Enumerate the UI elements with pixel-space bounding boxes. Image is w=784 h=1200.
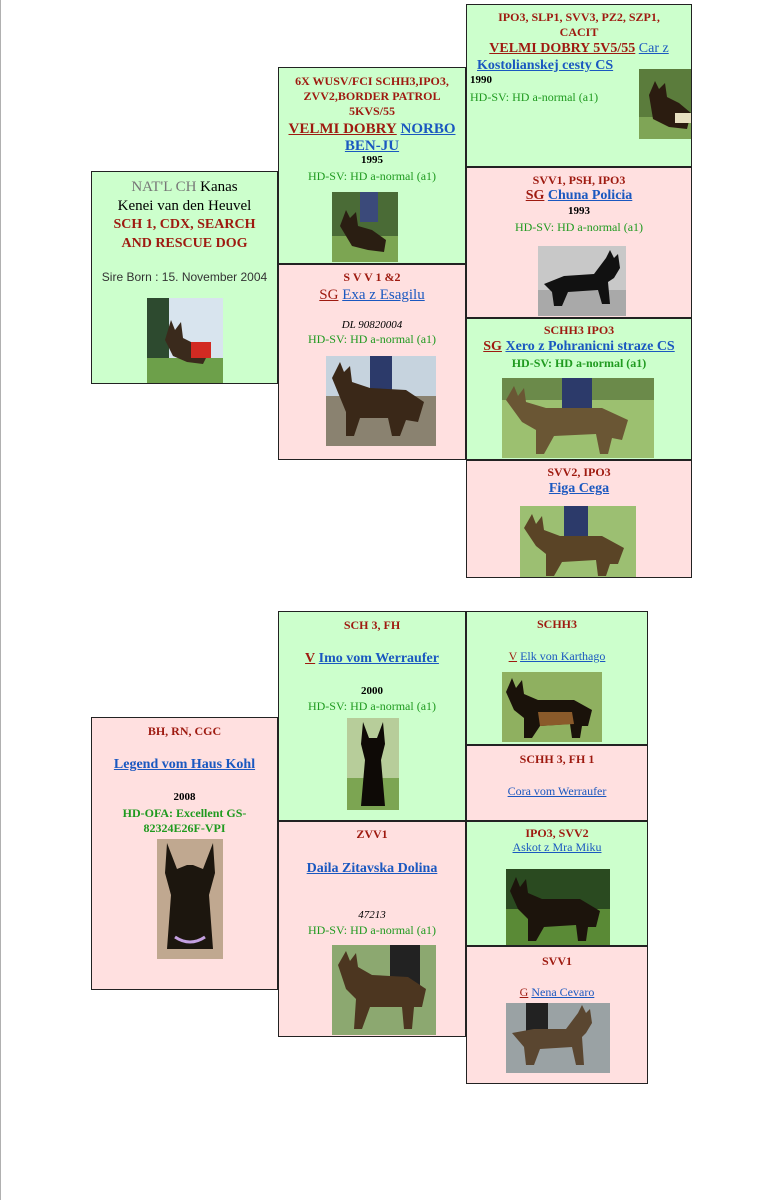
sire-father-hd: HD-SV: HD a-normal (a1) — [307, 169, 437, 183]
sire-pgm-hd: HD-SV: HD a-normal (a1) — [514, 220, 644, 234]
dam-father-name[interactable]: V Imo vom Werraufer — [305, 651, 439, 666]
dam-main-titles: BH, RN, CGC — [147, 724, 222, 738]
dam-pgm-titles: SCHH 3, FH 1 — [519, 752, 595, 766]
dam-mother-name[interactable]: Daila Zitavska Dolina — [306, 861, 438, 876]
dam-mgm-titles: SVV1 — [541, 954, 572, 968]
sire-pgf-titles-line1: IPO3, SLP1, SVV3, PZ2, SZP1, — [498, 10, 660, 24]
sire-pgf-name-line1[interactable]: VELMI DOBRY 5V5/55 Car z — [489, 41, 669, 56]
dam-main-ofa-line2: 82324E26F-VPI — [143, 821, 226, 835]
sire-main-card — [91, 171, 278, 384]
dam-father-card — [278, 611, 466, 821]
dam-mgf-name[interactable]: Askot z Mra Miku — [512, 840, 602, 854]
sire-mother-titles: S V V 1 &2 — [343, 270, 401, 284]
sire-mother-card — [278, 264, 466, 460]
sire-pgm-year: 1993 — [568, 205, 590, 217]
sire-mgf-titles: SCHH3 IPO3 — [543, 323, 615, 337]
dog-photo — [502, 378, 654, 458]
dam-pgf-name[interactable]: V Elk von Karthago — [508, 649, 606, 663]
sire-main-name-line2: Kenei van den Heuvel — [117, 198, 252, 214]
dog-photo — [538, 246, 626, 316]
sire-maternal-grandmother-card — [466, 460, 692, 578]
dam-father-year: 2000 — [361, 685, 383, 697]
dam-main-ofa-line1: HD-OFA: Excellent GS- — [122, 806, 247, 820]
dog-photo — [157, 839, 223, 959]
dog-photo — [520, 506, 636, 578]
dam-maternal-grandmother-card — [466, 946, 648, 1084]
sire-pgm-name[interactable]: SG Chuna Policia — [525, 188, 633, 203]
dog-photo — [502, 672, 602, 742]
sire-pgf-name-line2[interactable]: Kostolianskej cesty CS — [477, 58, 614, 73]
sire-pgm-titles: SVV1, PSH, IPO3 — [532, 173, 626, 187]
dog-photo — [326, 356, 436, 446]
dam-main-year: 2008 — [173, 791, 196, 803]
dam-father-hd: HD-SV: HD a-normal (a1) — [307, 699, 437, 713]
dog-photo — [347, 718, 399, 810]
sire-father-titles-line2: ZVV2,BORDER PATROL — [303, 89, 441, 103]
dam-pgf-titles: SCHH3 — [536, 617, 577, 631]
sire-father-year: 1995 — [361, 154, 383, 166]
dam-pgm-name[interactable]: Cora vom Werraufer — [507, 784, 607, 798]
dam-mother-card — [278, 821, 466, 1037]
sire-pgf-titles-line2: CACIT — [559, 25, 599, 39]
sire-mother-reg: DL 90820004 — [341, 319, 403, 331]
dog-photo — [332, 192, 398, 262]
sire-paternal-grandfather-card — [466, 4, 692, 167]
sire-mgm-name[interactable]: Figa Cega — [548, 481, 610, 496]
dam-main-card — [91, 717, 278, 990]
dog-photo — [506, 869, 610, 945]
dam-mother-reg: 47213 — [358, 909, 386, 921]
dam-mgm-name[interactable]: G Nena Cevaro — [519, 985, 595, 999]
sire-main-titles-line1: SCH 1, CDX, SEARCH — [113, 217, 256, 232]
sire-father-name-line2[interactable]: BEN-JU — [344, 138, 400, 154]
sire-main-born: Sire Born : 15. November 2004 — [101, 270, 268, 284]
sire-father-titles-line3: 5KVS/55 — [348, 104, 395, 118]
dam-maternal-grandfather-card — [466, 821, 648, 946]
sire-mother-hd: HD-SV: HD a-normal (a1) — [307, 332, 437, 346]
sire-main-name-line1: NAT'L CH Kanas — [131, 179, 238, 195]
sire-paternal-grandmother-card — [466, 167, 692, 318]
dam-father-titles: SCH 3, FH — [343, 618, 401, 632]
sire-main-titles-line2: AND RESCUE DOG — [121, 236, 248, 251]
dam-main-name[interactable]: Legend vom Haus Kohl — [113, 757, 256, 772]
dam-paternal-grandfather-card — [466, 611, 648, 745]
sire-father-titles-line1: 6X WUSV/FCI SCHH3,IPO3, — [295, 74, 449, 88]
sire-mgf-name[interactable]: SG Xero z Pohranicni straze CS — [483, 339, 675, 354]
dam-paternal-grandmother-card — [466, 745, 648, 821]
dog-photo — [332, 945, 436, 1035]
sire-father-card — [278, 67, 466, 264]
dam-mother-titles: ZVV1 — [356, 827, 388, 841]
sire-pgf-hd: HD-SV: HD a-normal (a1) — [470, 90, 599, 104]
sire-mgf-hd: HD-SV: HD a-normal (a1) — [511, 356, 647, 370]
sire-maternal-grandfather-card — [466, 318, 692, 460]
dam-mgf-titles: IPO3, SVV2 — [525, 826, 589, 840]
dog-photo — [506, 1003, 610, 1073]
dog-photo — [639, 69, 692, 139]
sire-mgm-titles: SVV2, IPO3 — [547, 465, 611, 479]
dam-mother-hd: HD-SV: HD a-normal (a1) — [307, 923, 437, 937]
sire-father-name-line1[interactable]: VELMI DOBRY NORBO — [288, 121, 456, 137]
dog-photo — [147, 298, 223, 384]
page-left-border — [0, 0, 1, 1200]
sire-mother-name[interactable]: SG Exa z Esagilu — [319, 287, 425, 303]
sire-pgf-year: 1990 — [470, 74, 492, 86]
